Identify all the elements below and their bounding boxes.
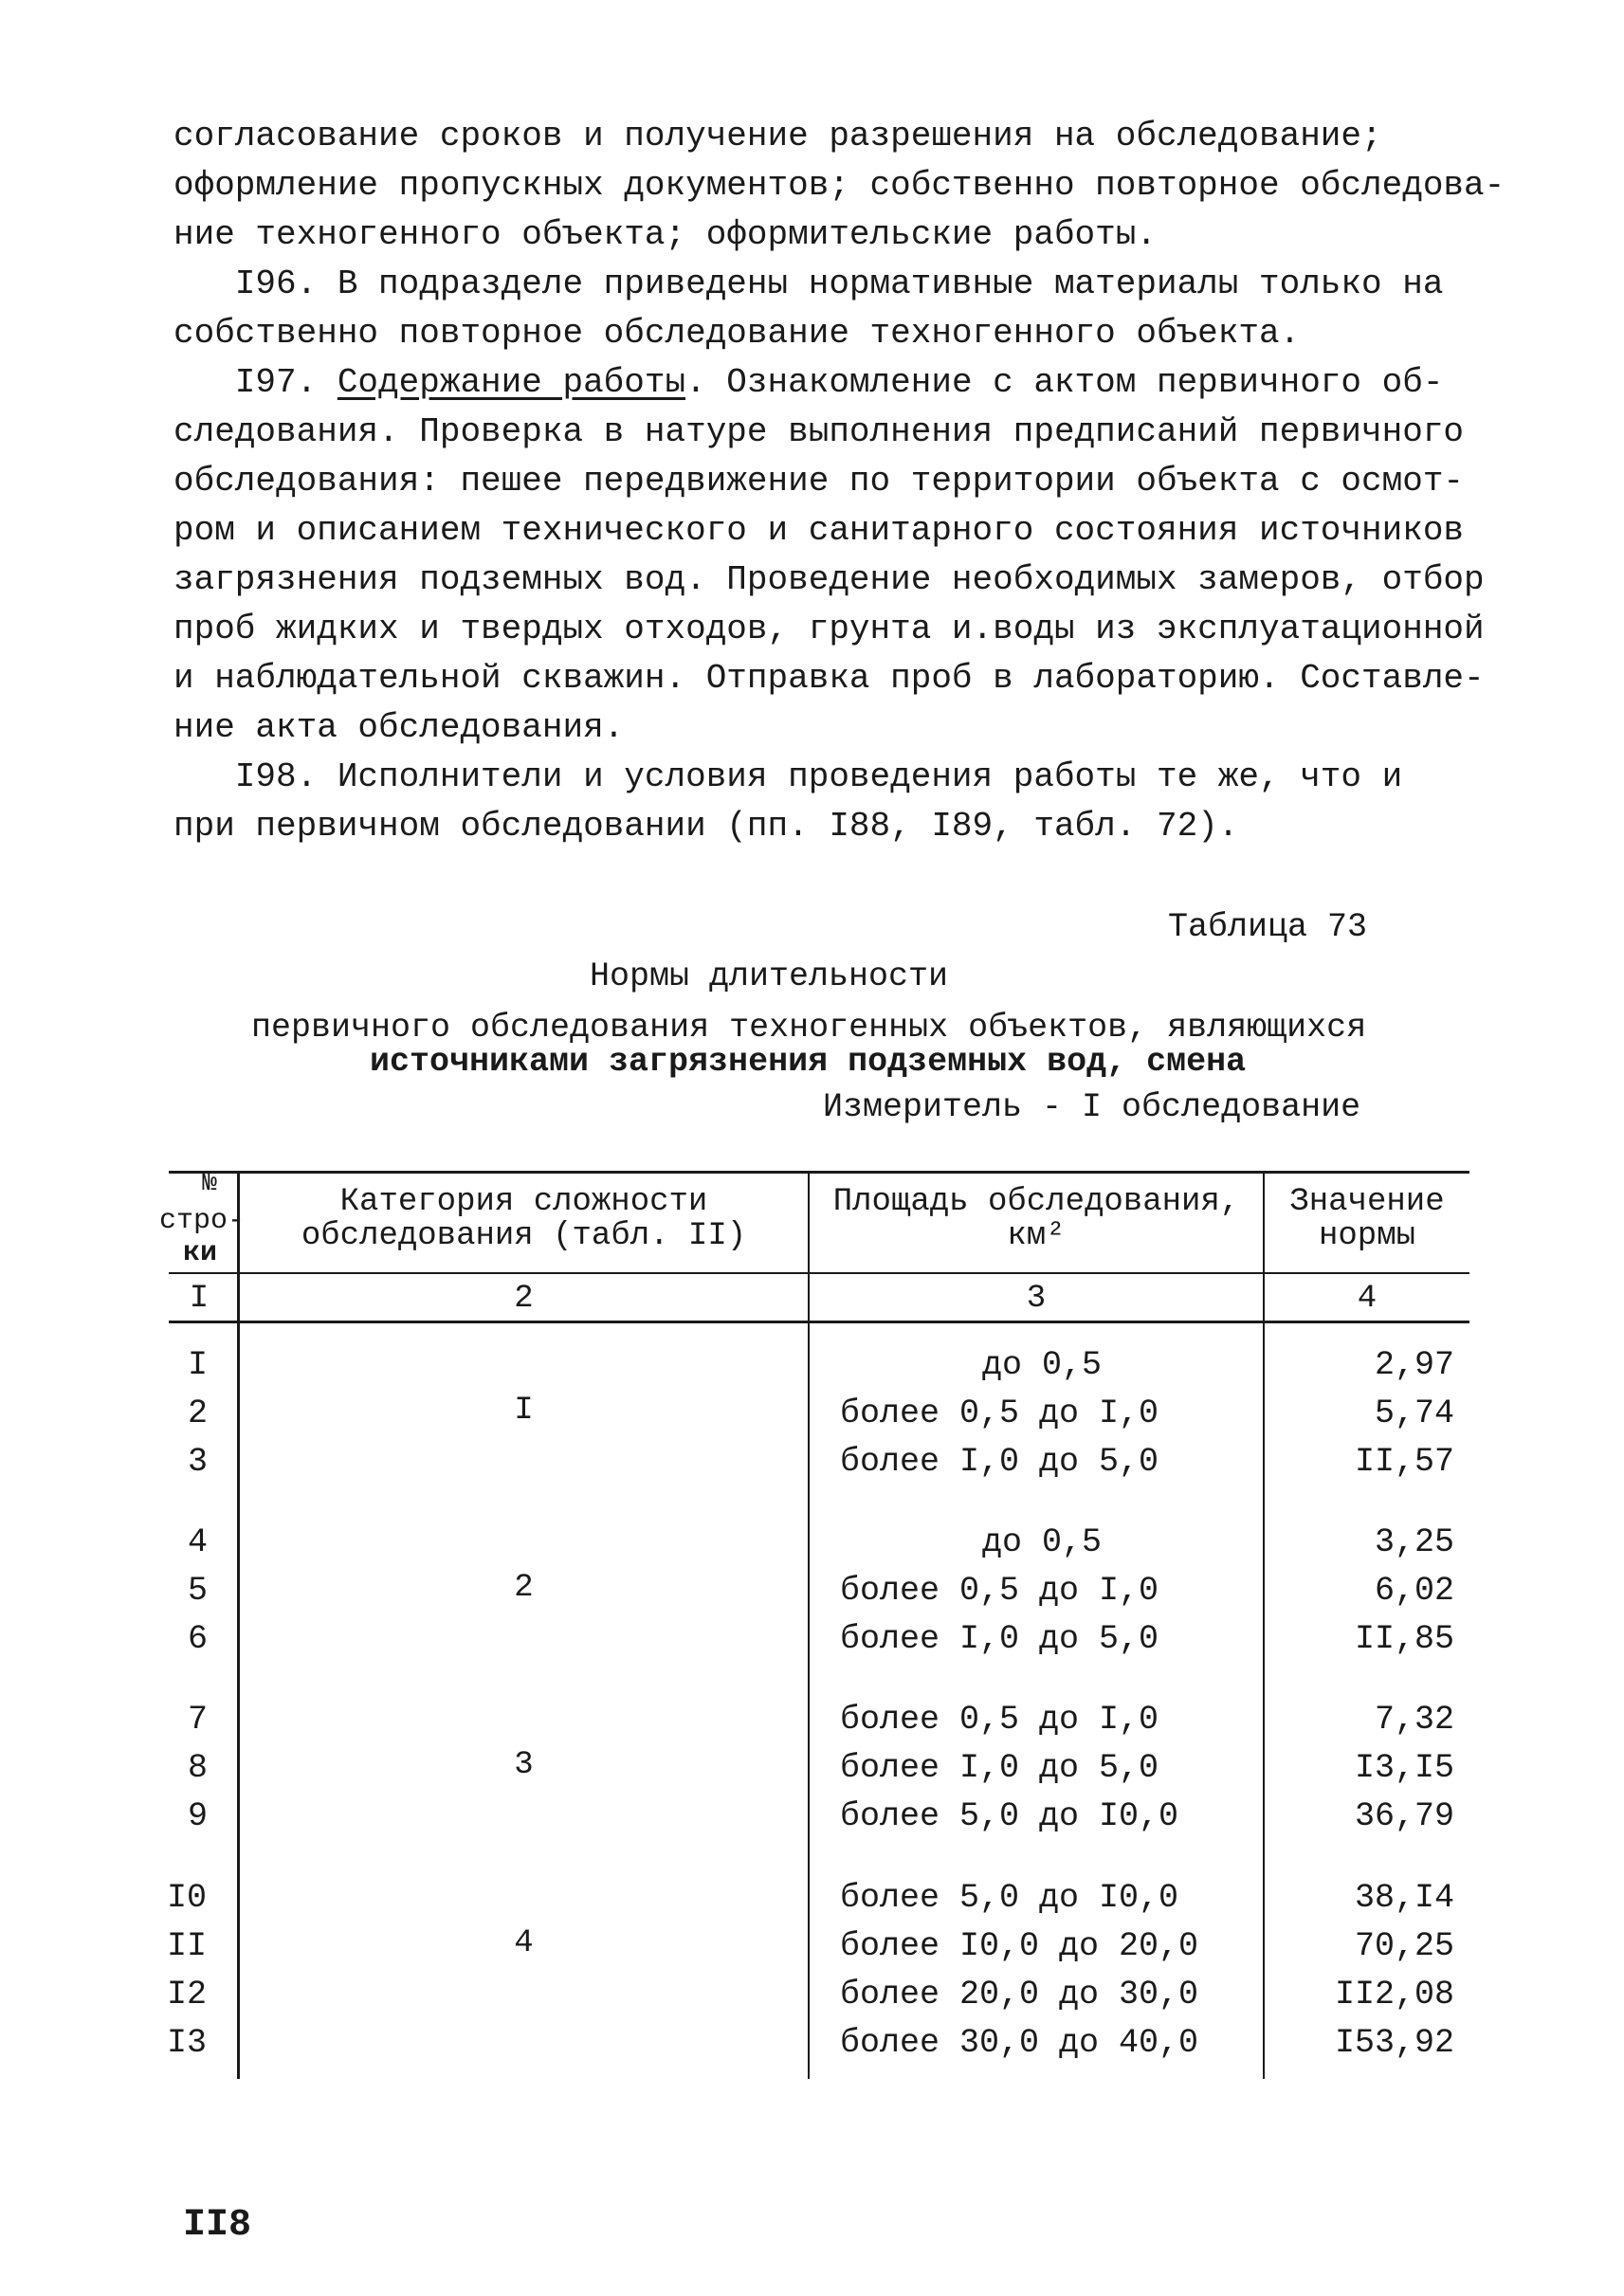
- text-line: согласование сроков и получение разрешения на обследование;: [173, 117, 1382, 155]
- norm-value: I53,92: [1334, 2024, 1454, 2062]
- paragraph-197-line: обследования: пешее передвижение по территории объекта с осмот-: [173, 462, 1465, 501]
- table-title: Нормы длительности: [590, 957, 949, 995]
- header-area: Площадь обследования,: [832, 1184, 1240, 1220]
- header-area: км²: [1007, 1218, 1066, 1254]
- row-number: 5: [188, 1572, 209, 1610]
- complexity-category: 2: [514, 1570, 534, 1606]
- row-number: 7: [188, 1701, 209, 1739]
- header-category: обследования (табл. II): [301, 1218, 747, 1254]
- area-range: до 0,5: [982, 1346, 1103, 1384]
- area-range: более 20,0 до 30,0: [840, 1976, 1199, 2014]
- page-number: II8: [183, 2204, 252, 2247]
- row-number: 2: [188, 1394, 209, 1432]
- paragraph-196-line: I96. В подразделе приведены нормативные материалы только на: [173, 264, 1444, 303]
- area-range: более 30,0 до 40,0: [840, 2024, 1199, 2062]
- row-number: I3: [167, 2024, 208, 2062]
- norm-value: II,85: [1354, 1620, 1454, 1658]
- norm-value: 5,74: [1374, 1394, 1454, 1432]
- row-number: I: [188, 1346, 209, 1384]
- column-number: 4: [1357, 1281, 1378, 1317]
- row-number: 9: [188, 1797, 209, 1835]
- norm-value: 70,25: [1354, 1927, 1454, 1965]
- paragraph-197-number: I97.: [173, 363, 338, 402]
- area-range: более I,0 до 5,0: [840, 1620, 1159, 1658]
- paragraph-197-line: проб жидких и твердых отходов, грунта и.воды из эксплуатационной: [173, 610, 1485, 648]
- area-range: более I,0 до 5,0: [840, 1749, 1159, 1787]
- header-row-number-sign: №: [202, 1169, 217, 1197]
- norm-value: II2,08: [1334, 1976, 1454, 2014]
- area-range: более 5,0 до I0,0: [840, 1797, 1179, 1835]
- complexity-category: I: [514, 1393, 534, 1429]
- area-range: до 0,5: [982, 1523, 1103, 1561]
- header-norm-value: нормы: [1318, 1218, 1416, 1254]
- row-number: 8: [188, 1749, 209, 1787]
- row-number: 6: [188, 1620, 209, 1658]
- table-subtitle: источниками загрязнения подземных вод, смена: [370, 1043, 1247, 1081]
- norm-value: 7,32: [1374, 1701, 1454, 1739]
- area-range: более 0,5 до I,0: [840, 1394, 1159, 1432]
- paragraph-197-line: следования. Проверка в натуре выполнения предписаний первичного: [173, 412, 1465, 451]
- row-number: 3: [188, 1443, 209, 1481]
- header-category: Категория сложности: [339, 1184, 708, 1220]
- area-range: более 0,5 до I,0: [840, 1572, 1159, 1610]
- area-range: более 5,0 до I0,0: [840, 1879, 1179, 1917]
- column-number: I: [189, 1281, 210, 1317]
- column-number: 3: [1026, 1281, 1047, 1317]
- paragraph-196-line: собственно повторное обследование техногенного объекта.: [173, 314, 1301, 353]
- table-label: Таблица 73: [1168, 908, 1368, 946]
- row-number: I2: [167, 1976, 208, 2014]
- table-top-rule: [169, 1171, 1469, 1174]
- paragraph-198-line: I98. Исполнители и условия проведения работы те же, что и: [173, 757, 1403, 796]
- area-range: более I0,0 до 20,0: [840, 1927, 1199, 1965]
- column-number: 2: [514, 1281, 534, 1317]
- paragraph-197-line: загрязнения подземных вод. Проведение необходимых замеров, отбор: [173, 560, 1485, 599]
- paragraph-197-line: и наблюдательной скважин. Отправка проб в лабораторию. Составле-: [173, 659, 1485, 698]
- header-row-number: стро-: [159, 1205, 246, 1237]
- header-norm-value: Значение: [1289, 1184, 1445, 1220]
- norm-value: 38,I4: [1354, 1879, 1454, 1917]
- text-line: ние техногенного объекта; оформительские работы.: [173, 215, 1157, 254]
- header-row-number: ки: [182, 1237, 217, 1269]
- col-number-bottom-rule: [169, 1321, 1469, 1323]
- table-measure: Измеритель - I обследование: [823, 1088, 1361, 1126]
- norm-value: I3,I5: [1354, 1749, 1454, 1787]
- text-line: оформление пропускных документов; собственно повторное обследова-: [173, 166, 1505, 205]
- norm-value: II,57: [1354, 1443, 1454, 1481]
- row-number: I0: [167, 1879, 208, 1917]
- norm-value: 3,25: [1374, 1523, 1454, 1561]
- norm-value: 6,02: [1374, 1572, 1454, 1610]
- row-number: 4: [188, 1523, 209, 1561]
- complexity-category: 3: [514, 1747, 534, 1783]
- paragraph-198-line: при первичном обследовании (пп. I88, I89, табл. 72).: [173, 807, 1239, 846]
- area-range: более I,0 до 5,0: [840, 1443, 1159, 1481]
- paragraph-197-line: ром и описанием технического и санитарного состояния источников: [173, 511, 1465, 550]
- complexity-category: 4: [514, 1925, 534, 1961]
- row-number: II: [167, 1927, 208, 1965]
- norm-value: 36,79: [1354, 1797, 1454, 1835]
- norm-value: 2,97: [1374, 1346, 1454, 1384]
- area-range: более 0,5 до I,0: [840, 1701, 1159, 1739]
- header-bottom-rule: [169, 1272, 1469, 1274]
- table-subtitle: первичного обследования техногенных объектов, являющихся: [251, 1009, 1367, 1047]
- section-heading-work-content: Содержание работы: [337, 363, 686, 402]
- paragraph-197-text: . Ознакомление с актом первичного об-: [685, 363, 1444, 402]
- paragraph-197-line: ние акта обследования.: [173, 708, 625, 747]
- paragraph-197-line: [173, 358, 1491, 408]
